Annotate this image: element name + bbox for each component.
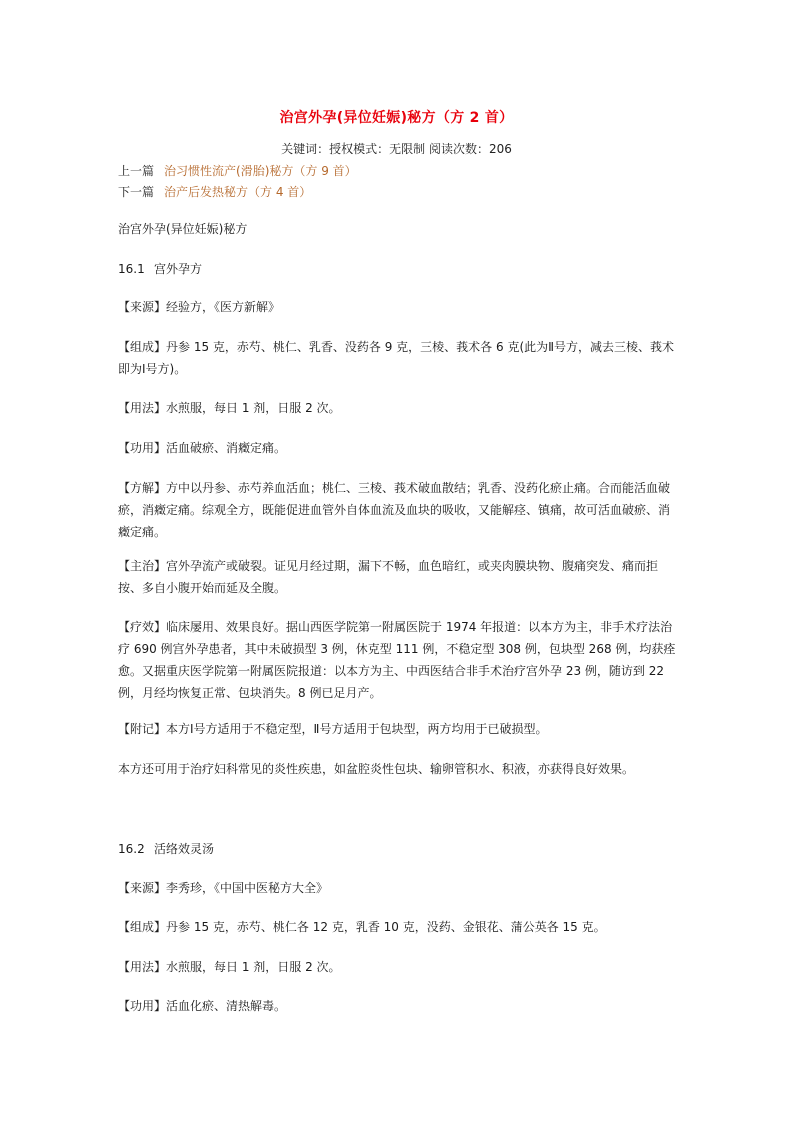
indication-text: 宫外孕流产或破裂。证见月经过期，漏下不畅，血色暗红，或夹肉膜块物、腹痛突发、痛而拒按、多自小腹开始而延及全腹。 bbox=[118, 559, 659, 595]
source-para bbox=[118, 296, 678, 318]
section-heading-16-2 bbox=[118, 838, 678, 860]
usage-tag: 【用法】 bbox=[118, 401, 167, 415]
section-number: 16.1 bbox=[118, 262, 145, 276]
composition-para-2 bbox=[118, 916, 678, 938]
meta-info: 关键词：授权模式：无限制 阅读次数：206 bbox=[281, 142, 512, 156]
composition-para bbox=[118, 336, 678, 380]
efficacy-tag: 【疗效】 bbox=[118, 620, 167, 634]
section-heading-16-1 bbox=[118, 258, 678, 280]
page-title: 治宫外孕(异位妊娠)秘方（方 2 首） bbox=[279, 110, 514, 126]
efficacy-text: 临床屡用、效果良好。据山西医学院第一附属医院于 1974 年报道：以本方为主，非手术疗法治疗 690 例宫外孕患者，其中未破损型 3 例，休克型 111 例，不稳定型 308 例，包块型 268 例，均获痊愈。又据重庆医学院第一附属医院报道：以本方为主、中西医结合非手术治疗宫外孕 23 例，随访到 22 例，月经均恢复正常、包块消失。8 例已足月产。 bbox=[118, 620, 676, 700]
usage-tag: 【用法】 bbox=[118, 960, 167, 974]
note-para bbox=[118, 718, 678, 740]
function-tag: 【功用】 bbox=[118, 441, 167, 455]
extra-para: 本方还可用于治疗妇科常见的炎性疾患，如盆腔炎性包块、输卵管积水、积液，亦获得良好效果。 bbox=[118, 762, 635, 776]
analysis-tag: 【方解】 bbox=[118, 481, 167, 495]
composition-text: 丹参 15 克，赤芍、桃仁各 12 克，乳香 10 克，没药、金银花、蒲公英各 15 克。 bbox=[166, 920, 606, 934]
usage-text: 水煎服，每日 1 剂，日服 2 次。 bbox=[166, 401, 341, 415]
intro-line: 治宫外孕(异位妊娠)秘方 bbox=[118, 222, 248, 236]
section-number: 16.2 bbox=[118, 842, 145, 856]
note-tag: 【附记】 bbox=[118, 722, 167, 736]
usage-text: 水煎服，每日 1 剂，日服 2 次。 bbox=[166, 960, 341, 974]
source-text: 李秀珍，《中国中医秘方大全》 bbox=[166, 881, 329, 895]
analysis-text: 方中以丹参、赤芍养血活血；桃仁、三棱、莪术破血散结；乳香、没药化瘀止痛。合而能活血破瘀，消癥定痛。综观全方，既能促进血管外自体血流及血块的吸收，又能解痉、镇痛，故可活血破瘀、消癥定痛。 bbox=[118, 481, 671, 539]
composition-tag: 【组成】 bbox=[118, 340, 167, 354]
indication-para bbox=[118, 555, 678, 599]
source-tag: 【来源】 bbox=[118, 300, 167, 314]
section-name: 活络效灵汤 bbox=[154, 842, 215, 856]
composition-text: 丹参 15 克，赤芍、桃仁、乳香、没药各 9 克，三棱、莪术各 6 克(此为Ⅱ号方，减去三棱、莪术即为Ⅰ号方)。 bbox=[118, 340, 675, 376]
next-article-row bbox=[118, 183, 311, 200]
function-text: 活血化瘀、清热解毒。 bbox=[166, 999, 287, 1013]
composition-tag: 【组成】 bbox=[118, 920, 167, 934]
efficacy-para bbox=[118, 616, 678, 704]
prev-article-row bbox=[118, 162, 357, 179]
indication-tag: 【主治】 bbox=[118, 559, 167, 573]
prev-label: 上一篇 bbox=[118, 164, 155, 178]
analysis-para bbox=[118, 477, 678, 543]
function-para bbox=[118, 437, 678, 459]
next-label: 下一篇 bbox=[118, 185, 155, 199]
next-article-link[interactable]: 治产后发热秘方（方 4 首） bbox=[164, 185, 312, 199]
usage-para-2 bbox=[118, 956, 678, 978]
usage-para bbox=[118, 397, 678, 419]
source-tag: 【来源】 bbox=[118, 881, 167, 895]
function-text: 活血破瘀、消癥定痛。 bbox=[166, 441, 287, 455]
section-name: 宫外孕方 bbox=[154, 262, 203, 276]
function-para-2 bbox=[118, 995, 678, 1017]
source-text: 经验方，《医方新解》 bbox=[166, 300, 281, 314]
note-text: 本方Ⅰ号方适用于不稳定型，Ⅱ号方适用于包块型，两方均用于已破损型。 bbox=[166, 722, 548, 736]
function-tag: 【功用】 bbox=[118, 999, 167, 1013]
prev-article-link[interactable]: 治习惯性流产(滑胎)秘方（方 9 首） bbox=[164, 164, 357, 178]
source-para-2 bbox=[118, 877, 678, 899]
